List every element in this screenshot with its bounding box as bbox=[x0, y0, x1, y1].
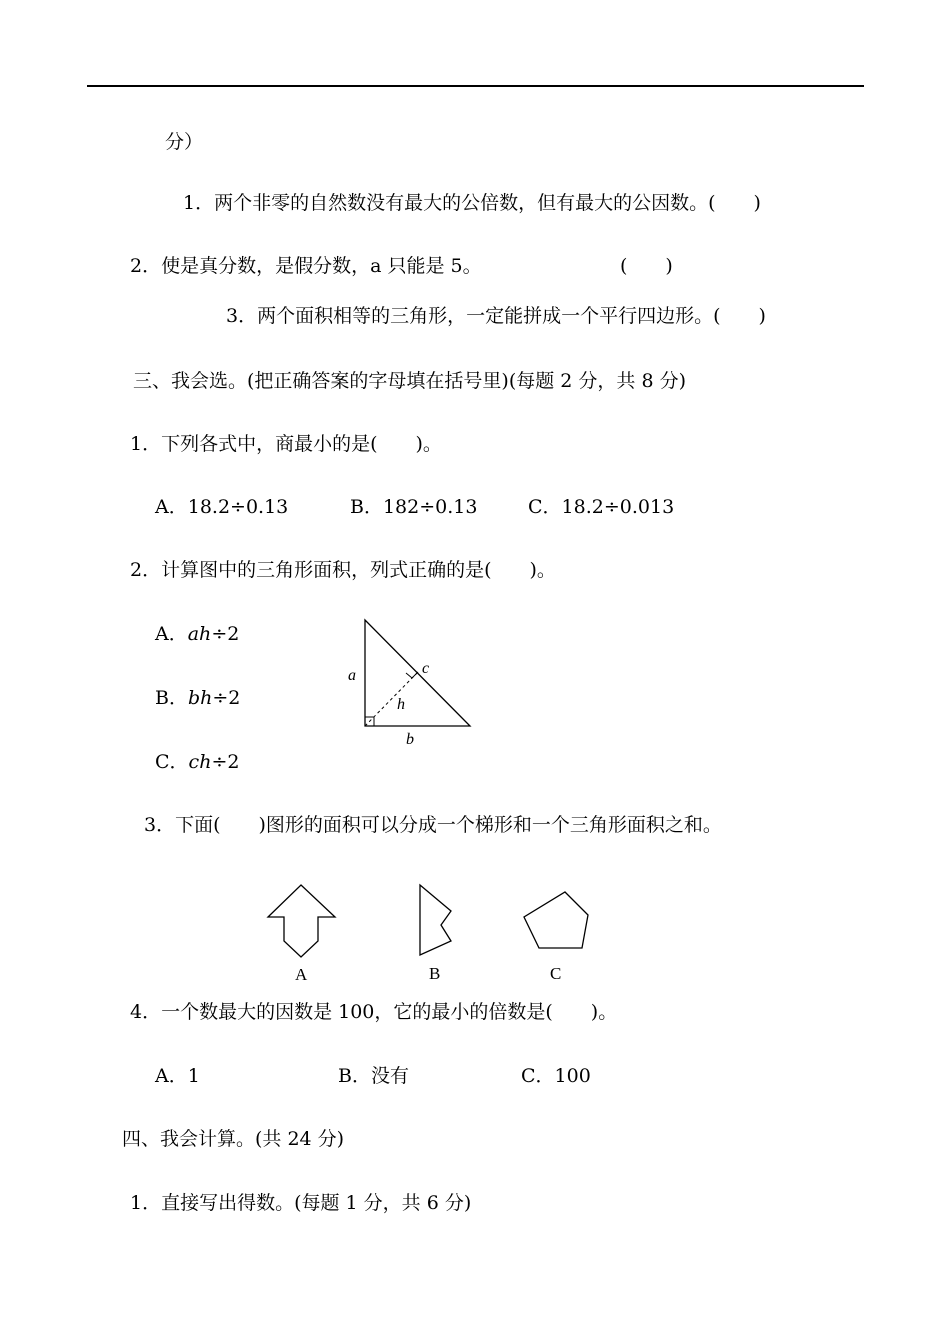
answer-parentheses: ( ) bbox=[620, 255, 673, 277]
judge-question-1 bbox=[183, 191, 761, 215]
question-text: 计算图中的三角形面积，列式正确的是( )。 bbox=[161, 559, 556, 581]
shapes-figure bbox=[260, 875, 600, 985]
option-a: A．1 bbox=[155, 1065, 200, 1087]
section-3-title: 三、我会选。(把正确答案的字母填在括号里)(每题 2 分，共 8 分) bbox=[133, 370, 686, 392]
option-c: C．100 bbox=[521, 1065, 591, 1087]
right-triangle-figure bbox=[330, 610, 490, 755]
question-text: 直接写出得数。(每题 1 分，共 6 分) bbox=[161, 1192, 472, 1214]
pentagon-shape-c bbox=[524, 892, 588, 948]
question-text: 使是真分数，是假分数，a 只能是 5。 bbox=[161, 255, 482, 277]
notched-shape-b bbox=[420, 885, 451, 955]
side-label-b: b bbox=[406, 731, 414, 748]
height-line bbox=[365, 673, 417, 726]
choice-question-2 bbox=[130, 558, 556, 582]
question-number: 1． bbox=[130, 1192, 162, 1214]
calc-question-1 bbox=[130, 1191, 471, 1215]
shape-label-a: A bbox=[295, 965, 308, 984]
arrow-shape-a bbox=[268, 885, 335, 957]
choice-question-4 bbox=[130, 1000, 617, 1024]
question-number: 1． bbox=[183, 192, 215, 214]
question-number: 2． bbox=[130, 255, 162, 277]
question-number: 3． bbox=[226, 305, 258, 327]
right-angle-mark bbox=[406, 672, 418, 678]
header-rule bbox=[87, 85, 864, 87]
option-c: C．ch÷2 bbox=[155, 751, 240, 773]
side-label-c: c bbox=[422, 660, 430, 677]
question-text: 两个非零的自然数没有最大的公倍数，但有最大的公因数。( ) bbox=[214, 192, 761, 214]
judge-question-3 bbox=[226, 304, 766, 328]
option-b: B．bh÷2 bbox=[155, 687, 241, 709]
question-number: 4． bbox=[130, 1001, 162, 1023]
judge-question-2 bbox=[130, 254, 482, 278]
question-text: 下列各式中，商最小的是( )。 bbox=[161, 433, 442, 455]
section-4-title: 四、我会计算。(共 24 分) bbox=[122, 1128, 345, 1150]
header-tail-text: 分） bbox=[165, 131, 204, 153]
choice-question-1 bbox=[130, 432, 442, 456]
option-b: B．182÷0.13 bbox=[350, 496, 478, 518]
height-label-h: h bbox=[397, 696, 405, 713]
shape-label-c: C bbox=[550, 964, 562, 983]
choice-question-3 bbox=[144, 813, 722, 837]
option-a: A．ah÷2 bbox=[155, 623, 240, 645]
question-text: 下面( )图形的面积可以分成一个梯形和一个三角形面积之和。 bbox=[175, 814, 722, 836]
option-c: C．18.2÷0.013 bbox=[528, 496, 675, 518]
shape-label-b: B bbox=[429, 964, 441, 983]
option-a: A．18.2÷0.13 bbox=[155, 496, 289, 518]
question-text: 两个面积相等的三角形，一定能拼成一个平行四边形。( ) bbox=[257, 305, 766, 327]
side-label-a: a bbox=[348, 667, 356, 684]
question-text: 一个数最大的因数是 100，它的最小的倍数是( )。 bbox=[161, 1001, 618, 1023]
question-number: 2． bbox=[130, 559, 162, 581]
option-b: B．没有 bbox=[338, 1065, 409, 1087]
question-number: 3． bbox=[144, 814, 176, 836]
question-number: 1． bbox=[130, 433, 162, 455]
